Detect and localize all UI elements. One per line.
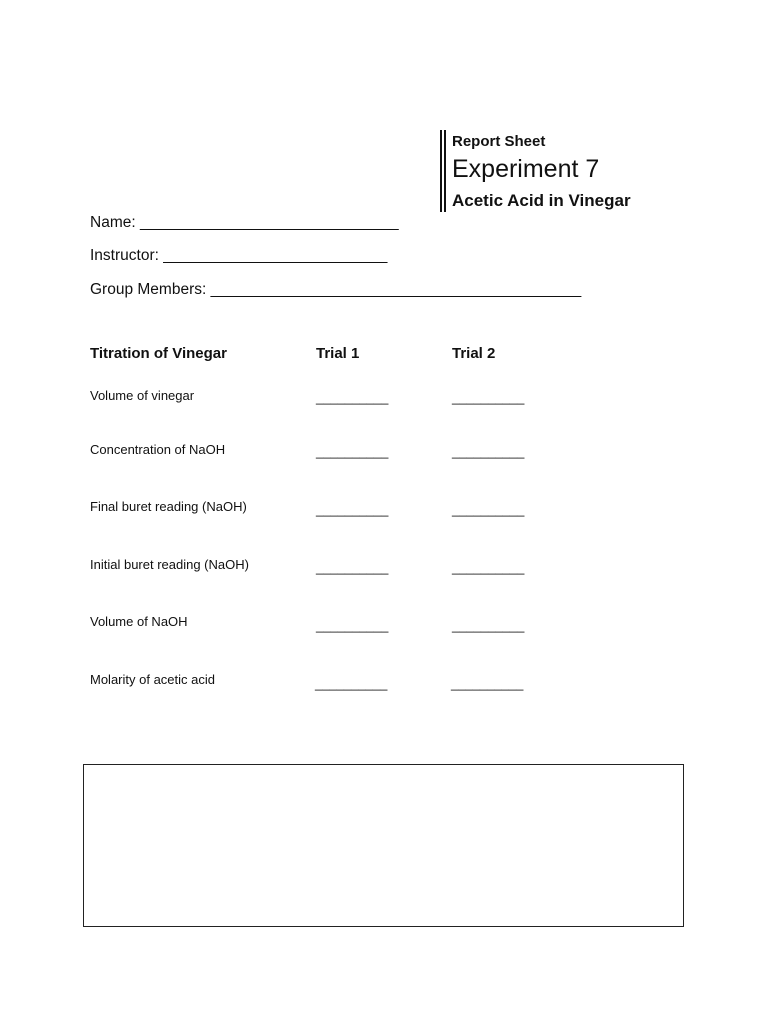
table-header-trial2: Trial 2 [452, 345, 496, 362]
trial1-blank-molarity-acetic[interactable]: __________ [315, 676, 388, 691]
report-header [440, 130, 740, 214]
trial2-blank-volume-vinegar[interactable]: __________ [452, 390, 525, 405]
trial2-blank-final-buret[interactable]: __________ [452, 502, 525, 517]
experiment-title: Experiment 7 [452, 155, 600, 183]
experiment-subtitle: Acetic Acid in Vinegar [452, 191, 631, 210]
group-members-field[interactable]: Group Members: ___________________________________________ [90, 281, 582, 298]
row-label-concentration-naoh: Concentration of NaOH [90, 442, 226, 457]
table-header-label: Titration of Vinegar [90, 345, 227, 362]
row-label-volume-vinegar: Volume of vinegar [90, 388, 195, 403]
trial2-blank-volume-naoh[interactable]: __________ [452, 618, 525, 633]
trial1-blank-concentration-naoh[interactable]: __________ [316, 444, 389, 459]
trial2-blank-concentration-naoh[interactable]: __________ [452, 444, 525, 459]
trial2-blank-molarity-acetic[interactable]: __________ [451, 676, 524, 691]
table-header-trial1: Trial 1 [316, 345, 360, 362]
report-sheet-label: Report Sheet [452, 133, 546, 150]
header-rule [444, 130, 446, 212]
trial1-blank-volume-naoh[interactable]: __________ [316, 618, 389, 633]
trial1-blank-initial-buret[interactable]: __________ [316, 560, 389, 575]
answer-box[interactable] [83, 764, 684, 927]
trial2-blank-initial-buret[interactable]: __________ [452, 560, 525, 575]
row-label-final-buret: Final buret reading (NaOH) [90, 499, 247, 514]
header-rule [440, 130, 442, 212]
trial1-blank-final-buret[interactable]: __________ [316, 502, 389, 517]
name-field[interactable]: Name: ______________________________ [90, 214, 399, 231]
row-label-molarity-acetic: Molarity of acetic acid [90, 672, 215, 687]
row-label-initial-buret: Initial buret reading (NaOH) [90, 557, 249, 572]
row-label-volume-naoh: Volume of NaOH [90, 614, 188, 629]
instructor-field[interactable]: Instructor: __________________________ [90, 247, 388, 264]
trial1-blank-volume-vinegar[interactable]: __________ [316, 390, 389, 405]
